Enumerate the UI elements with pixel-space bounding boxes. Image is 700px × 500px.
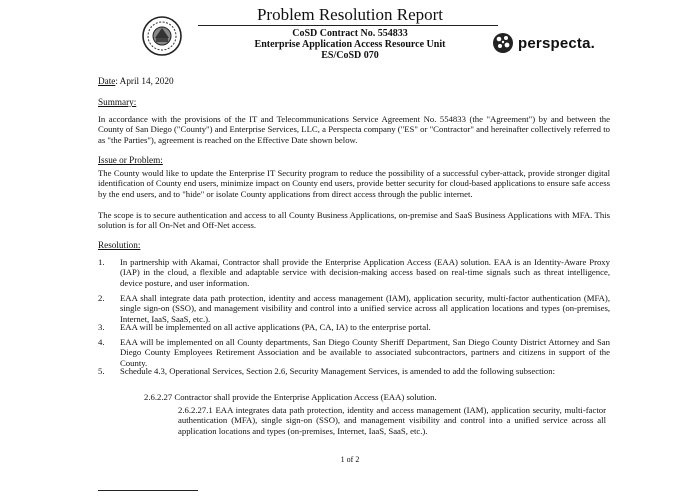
item-number: 5. [98, 366, 105, 376]
item-number: 2. [98, 293, 105, 303]
item-number: 4. [98, 337, 105, 347]
subsection-2-6-2-27-1: 2.6.2.27.1 EAA integrates data path protection, identity and access management (IAM), application security, multi-factor authentication (MFA), single sign-on (SSO), and management visibility and control into a unified service across all application locations and types (on-premises, Internet, IaaS, SaaS, etc.). [178, 405, 606, 436]
resolution-item [98, 322, 610, 332]
item-text: EAA shall integrate data path protection, identity and access management (IAM), application security, multi-factor authentication (MFA), single sign-on (SSO), and management visibility and control into a unified service across all application locations and types (on-premises, Internet, IaaS, SaaS, etc.). [120, 293, 610, 324]
resolution-item [98, 366, 610, 376]
issue-heading: Issue or Problem: [98, 155, 163, 165]
resolution-item [98, 337, 610, 368]
date-value: : April 14, 2020 [115, 76, 174, 86]
perspecta-logo [492, 30, 604, 56]
report-code: ES/CoSD 070 [321, 50, 379, 61]
issue-paragraph-1: The County would like to update the Enterprise IT Security program to reduce the possibility of a successful cyber-attack, provide stronger digital identification of County end users, minimize impact on County end users, provide better security for cloud-based applications to ensure safe access by the end users, and to "hide" or isolate County applications from direct access through the public internet. [98, 168, 610, 199]
item-number: 1. [98, 257, 105, 267]
resolution-item [98, 293, 610, 324]
date-label: Date [98, 76, 116, 86]
item-text: In partnership with Akamai, Contractor shall provide the Enterprise Application Access (EAA) solution. EAA is an Identity-Aware Proxy (IAP) in the cloud, a flexible and adaptable service with decision-making access based on real-time signals such as threat intelligence, device posture, and user information. [120, 257, 610, 288]
perspecta-logo-text: perspecta. [518, 34, 596, 52]
county-seal-icon [142, 16, 182, 56]
summary-heading: Summary: [98, 97, 137, 107]
footnote-rule [98, 490, 198, 491]
perspecta-mark-icon [492, 32, 514, 54]
title-rule [198, 25, 498, 26]
item-text: EAA will be implemented on all active applications (PA, CA, IA) to the enterprise portal. [120, 322, 431, 332]
resolution-heading: Resolution: [98, 240, 141, 250]
item-number: 3. [98, 322, 105, 332]
item-text: Schedule 4.3, Operational Services, Section 2.6, Security Management Services, is amended to add the following subsection: [120, 366, 555, 376]
summary-text: In accordance with the provisions of the IT and Telecommunications Service Agreement No. 554833 (the "Agreement") by and between the County of San Diego ("County") and Enterprise Services, LLC, a Perspecta company ("ES" or "Contractor" and hereinafter collectively referred to as "the Parties"), agreement is reached on the Effective Date shown below. [98, 114, 610, 145]
report-title: Problem Resolution Report [256, 5, 444, 24]
resolution-item [98, 257, 610, 288]
report-date [98, 76, 174, 86]
page-number: 1 of 2 [340, 455, 360, 464]
unit-name: Enterprise Application Access Resource Unit [254, 39, 446, 50]
contract-number: CoSD Contract No. 554833 [292, 28, 408, 39]
subsection-2-6-2-27: 2.6.2.27 Contractor shall provide the Enterprise Application Access (EAA) solution. [144, 392, 437, 402]
item-text: EAA will be implemented on all County departments, San Diego County Sheriff Department, San Diego County District Attorney and San Diego County Employees Retirement Association and be available to associated subcontractors, partners and citizens in support of the County. [120, 337, 610, 368]
issue-paragraph-2: The scope is to secure authentication and access to all County Business Applications, on-premise and SaaS Business Applications with MFA. This solution is for all On-Net and Off-Net access. [98, 210, 610, 231]
